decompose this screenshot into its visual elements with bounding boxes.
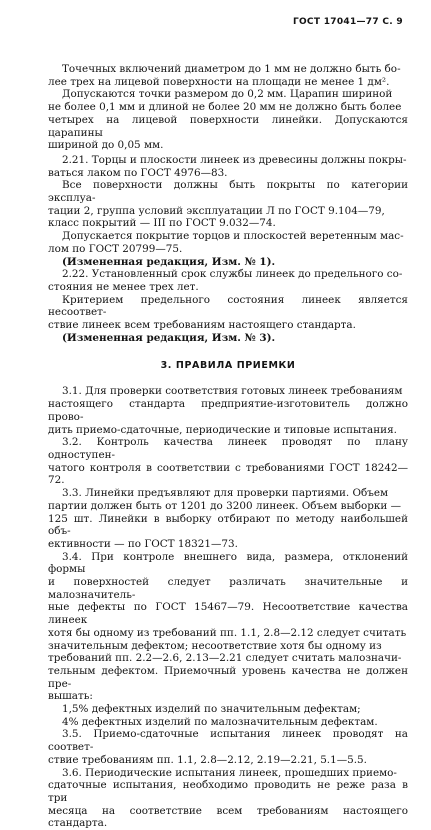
text-line: и поверхностей следует различать значительные и малозначитель- bbox=[48, 576, 408, 601]
text-line: ствие требованиям пп. 1.1, 2.8—2.12, 2.19—2.21, 5.1—5.5. bbox=[48, 753, 367, 766]
amendment-note: (Измененная редакция, Изм. № 3). bbox=[62, 331, 276, 344]
text-line: Точечных включений диаметром до 1 мм не должно быть бо- bbox=[62, 63, 401, 75]
text-line: хотя бы одному из требований пп. 1.1, 2.8—2.12 следует считать bbox=[48, 626, 407, 639]
text-line: требований пп. 2.2—2.6, 2.13—2.21 следует считать малозначи- bbox=[48, 652, 402, 665]
text-line: 3.5. Приемо-сдаточные испытания линеек проводят на соответ- bbox=[48, 728, 408, 754]
text-line: лом по ГОСТ 20799—75. bbox=[48, 242, 183, 255]
text-line: Критерием предельного состояния линеек является несоответ- bbox=[48, 293, 408, 319]
text-line: стояния не менее трех лет. bbox=[48, 280, 199, 293]
text-line: тации 2, группа условий эксплуатации Л по ГОСТ 9.104—79, bbox=[48, 204, 385, 217]
text-line: ные дефекты по ГОСТ 15467—79. Несоответствие качества линеек bbox=[48, 601, 408, 627]
text-line: класс покрытий — III по ГОСТ 9.032—74. bbox=[48, 217, 276, 230]
text-line: дить приемо-сдаточные, периодические и типовые испытания. bbox=[48, 423, 397, 436]
text-line: четырех на лицевой поверхности линейки. Допускаются царапины bbox=[48, 113, 408, 139]
text-line: партии должен быть от 1201 до 3200 линеек. Объем выборки — bbox=[48, 499, 402, 512]
text-line: 3.6. Периодические испытания линеек, прошедших приемо- bbox=[62, 766, 397, 779]
section-title: 3. ПРАВИЛА ПРИЕМКИ bbox=[160, 360, 296, 372]
text-line: 3.4. При контроле внешнего вида, размера, отклонений формы bbox=[48, 550, 408, 576]
text-line: шириной до 0,05 мм. bbox=[48, 139, 164, 152]
text-line: 2.22. Установленный срок службы линеек до предельного со- bbox=[62, 268, 403, 281]
text-line: ствие линеек всем требованиям настоящего стандарта. bbox=[48, 319, 356, 332]
text-line: не более 0,1 мм и длиной не более 20 мм не должно быть более bbox=[48, 101, 402, 114]
text-line: 4% дефектных изделий по малозначительным дефектам. bbox=[62, 715, 378, 728]
text-line: 3.1. Для проверки соответствия готовых линеек требованиям bbox=[62, 385, 403, 398]
text-line: 1,5% дефектных изделий по значительным дефектам; bbox=[62, 703, 361, 716]
text-line: сдаточные испытания, необходимо проводить не реже раза в три bbox=[48, 779, 408, 804]
page-header: ГОСТ 17041—77 С. 9 bbox=[292, 17, 403, 27]
text-line: значительным дефектом; несоответствие хотя бы одному из bbox=[48, 639, 382, 652]
amendment-note: (Измененная редакция, Изм. № 1). bbox=[62, 255, 276, 268]
text-line: Все поверхности должны быть покрыты по категории эксплуа- bbox=[48, 179, 408, 205]
text-line: ективности — по ГОСТ 18321—73. bbox=[48, 537, 238, 550]
text-line: 3.3. Линейки предъявляют для проверки партиями. Объем bbox=[62, 487, 389, 500]
text-line: чатого контроля в соответствии с требованиями ГОСТ 18242—72. bbox=[48, 461, 408, 487]
text-line: настоящего стандарта предприятие-изготовитель должно прово- bbox=[48, 398, 408, 423]
text-line: 125 шт. Линейки в выборку отбирают по методу наибольшей объ- bbox=[48, 512, 408, 538]
text-line: месяца на соответствие всем требованиям настоящего стандарта. bbox=[48, 804, 408, 830]
text-line: Допускаются точки размером до 0,2 мм. Царапин шириной bbox=[62, 88, 393, 101]
text-line: вышать: bbox=[48, 690, 93, 703]
text-line: 3.2. Контроль качества линеек проводят по плану одноступен- bbox=[48, 436, 408, 461]
text-line: 2.21. Торцы и плоскости линеек из древесины должны покры- bbox=[62, 153, 407, 166]
text-line: ваться лаком по ГОСТ 4976—83. bbox=[48, 166, 228, 179]
text-line: Допускается покрытие торцов и плоскостей веретенным мас- bbox=[62, 230, 404, 243]
text-line: тельным дефектом. Приемочный уровень качества не должен пре- bbox=[48, 664, 408, 690]
document-body bbox=[48, 63, 408, 830]
text-line: лее трех на лицевой поверхности на площади не менее 1 дм². bbox=[48, 75, 390, 88]
